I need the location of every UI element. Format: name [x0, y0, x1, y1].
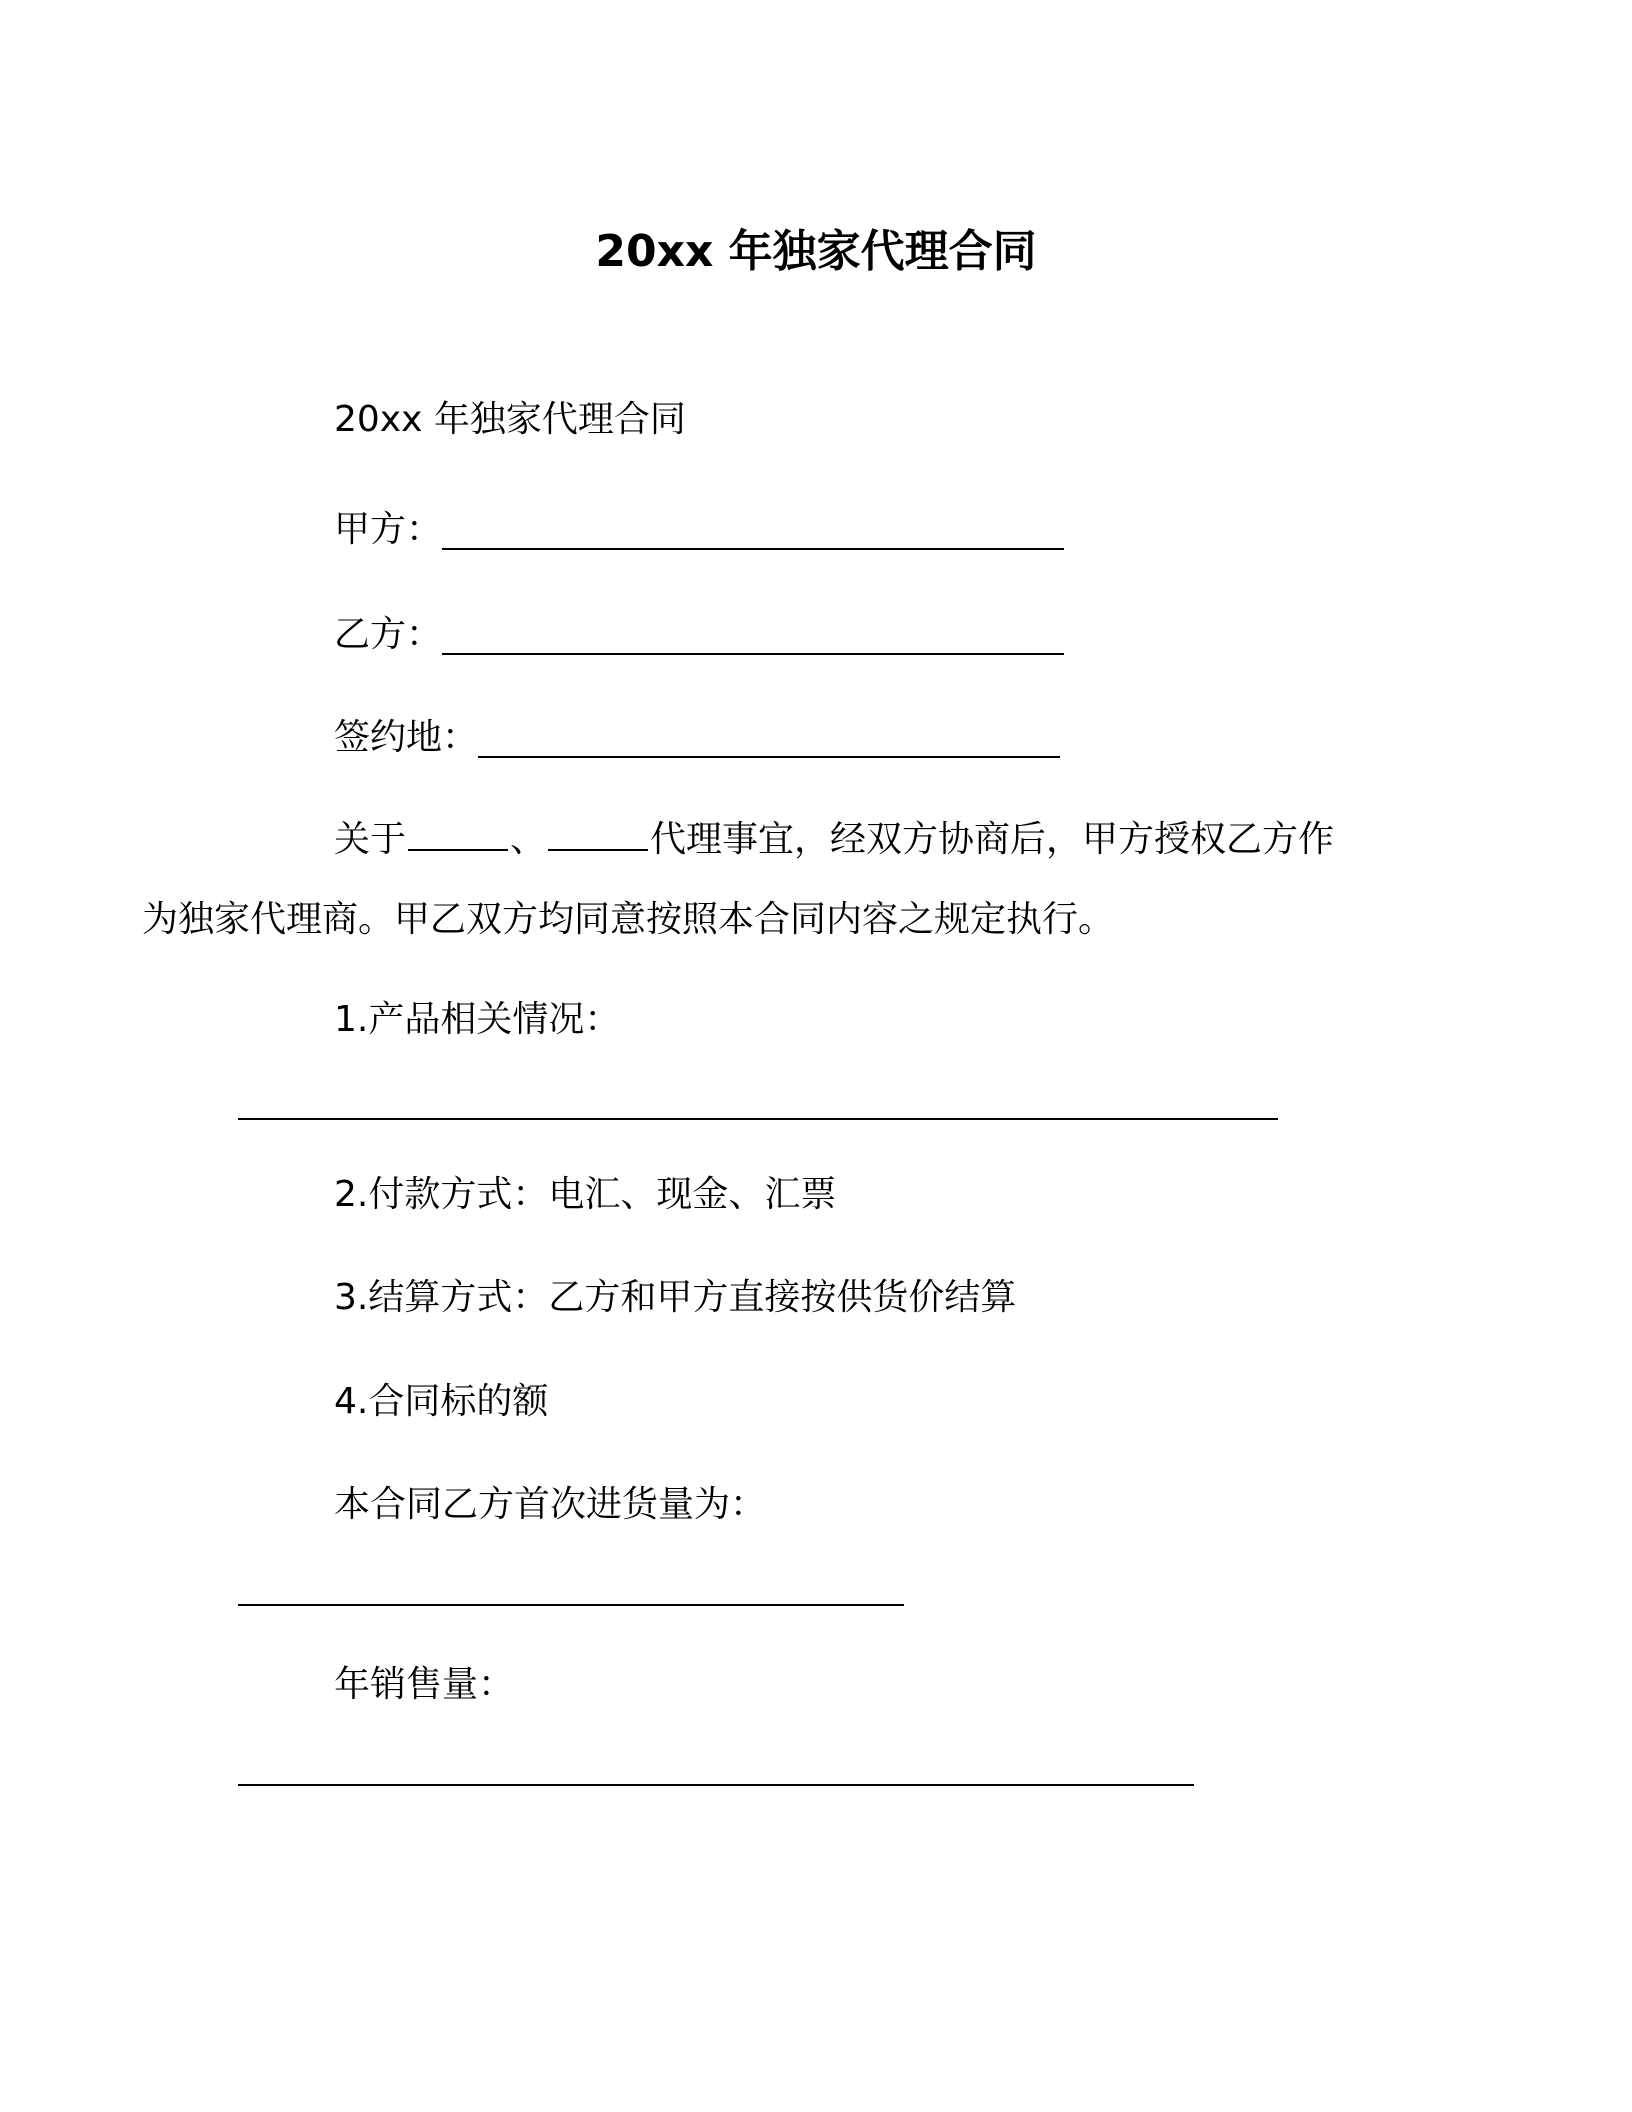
first-purchase-label: 本合同乙方首次进货量为：	[334, 1484, 767, 1525]
intro-paragraph	[142, 800, 1388, 960]
item-1-blank	[238, 1118, 1278, 1120]
document-title: 20xx 年独家代理合同	[595, 226, 1037, 277]
signing-place-label: 签约地：	[334, 717, 479, 758]
item-3: 3.结算方式：乙方和甲方直接按供货价结算	[334, 1277, 1017, 1318]
signing-place-field	[334, 708, 1060, 768]
item-2: 2.付款方式：电汇、现金、汇票	[334, 1174, 837, 1215]
intro-blank-2	[548, 849, 648, 851]
party-b-label: 乙方：	[334, 614, 443, 655]
item-1: 1.产品相关情况：	[334, 999, 621, 1040]
party-b-field	[334, 605, 1064, 665]
intro-blank-1	[408, 849, 508, 851]
annual-sales-blank	[238, 1784, 1194, 1786]
first-purchase-blank	[238, 1604, 904, 1606]
intro-line1-rest: 代理事宜，经双方协商后，甲方授权乙方作	[650, 819, 1335, 860]
annual-sales-label: 年销售量：	[334, 1664, 515, 1705]
subtitle: 20xx 年独家代理合同	[334, 399, 686, 440]
party-a-blank	[442, 548, 1064, 550]
party-a-label: 甲方：	[334, 509, 443, 550]
item-4: 4.合同标的额	[334, 1381, 549, 1422]
party-a-field	[334, 500, 1064, 560]
party-b-blank	[442, 653, 1064, 655]
signing-place-blank	[478, 756, 1060, 758]
intro-prefix: 关于	[334, 819, 407, 860]
intro-sep: 、	[510, 819, 547, 860]
intro-line2: 为独家代理商。甲乙双方均同意按照本合同内容之规定执行。	[142, 899, 1115, 940]
